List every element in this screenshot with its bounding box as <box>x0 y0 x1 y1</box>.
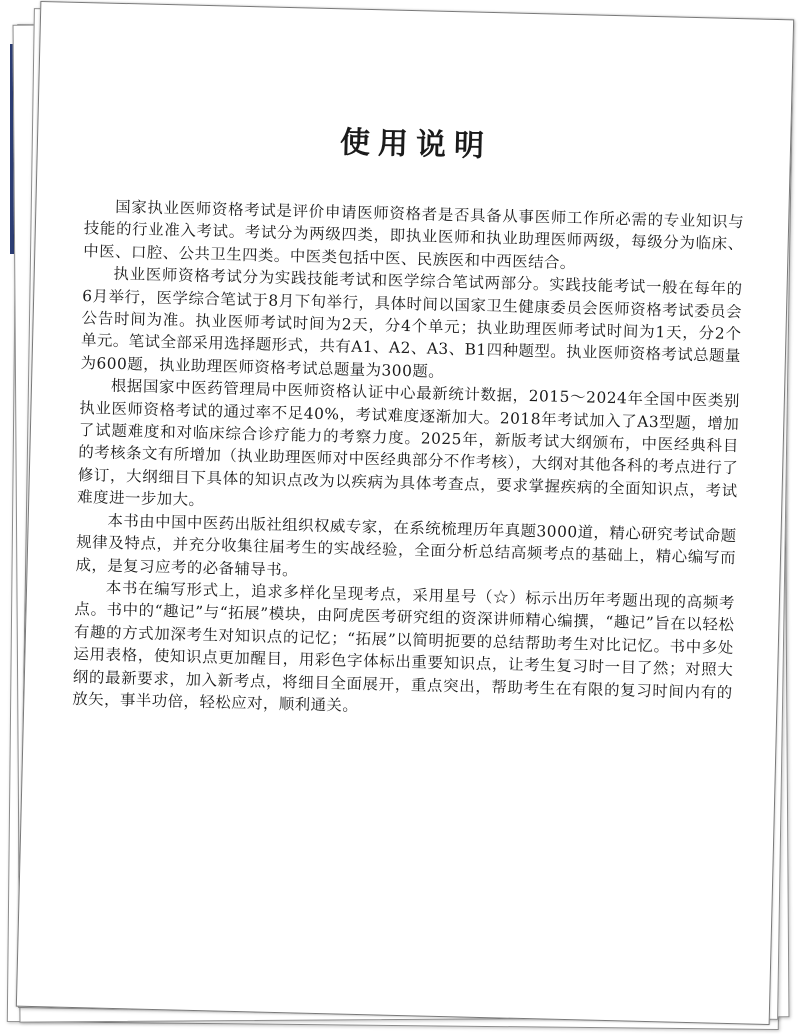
page-title: 使用说明 <box>339 125 493 165</box>
paragraph-pass-rate: 根据国家中医药管理局中医师资格认证中心最新统计数据，2015～2024年全国中医类别执业医师资格考试的通过率不足40%，考试难度逐渐加大。2018年考试加入了A3型题，增加了试题难度和对临床综合诊疗能力的考察力度。2025年，新版考试大纲颁布，中医经典科目的考核条文有所增加（执业助理医师对中医经典部分不作考核），大纲对其他各科的考点进行了修订，大纲细目下具体的知识点改为以疾病为具体考查点，要求掌握疾病的全面知识点，考试难度进一步加大。 <box>77 377 741 510</box>
paragraph-book-features: 本书在编写形式上，追求多样化呈现考点，采用星号（☆）标示出历年考题出现的高频考点。书中的“趣记”与“拓展”模块，由阿虎医考研究组的资深讲师精心编撰，“趣记”旨在以轻松有趣的方式加深考生对知识点的记忆；“拓展”以简明扼要的总结帮助考生对比记忆。书中多处运用表格，使知识点更加醒目，用彩色字体标出重要知识点，让考生复习时一目了然；对照大纲的最新要求，加入新考点，将细目全面展开，重点突出，帮助考生在有限的复习时间内有的放矢，事半功倍，轻松应对，顺利通关。 <box>72 578 736 715</box>
page-content <box>72 111 746 726</box>
paragraph-exam-format: 执业医师资格考试分为实践技能考试和医学综合笔试两部分。实践技能考试一般在每年的6月举行，医学综合笔试于8月下旬举行，具体时间以国家卫生健康委员会医师资格考试委员会公告时间为准。执业医师考试时间为2天，分4个单元；执业助理医师考试时间为1天，分2个单元。笔试全部采用选择题形式，共有A1、A2、A3、B1四种题型。执业医师资格考试总题量为600题，执业助理医师资格考试总题量为300题。 <box>80 265 743 381</box>
document-page <box>16 1 794 1025</box>
paragraph-exam-overview: 国家执业医师资格考试是评价申请医师资格者是否具备从事医师工作所必需的专业知识与技能的行业准入考试。考试分为两级四类，即执业医师和执业助理医师两级，每级分为临床、中医、口腔、公共卫生四类。中医类包括中医、民族医和中西医结合。 <box>83 197 745 272</box>
paragraph-book-origin: 本书由中国中医药出版社组织权威专家，在系统梳理历年真题3000道，精心研究考试命题规律及特点，并充分收集往届考生的实战经验，全面分析总结高频考点的基础上，精心编写而成，是复习应考的必备辅导书。 <box>75 511 737 579</box>
